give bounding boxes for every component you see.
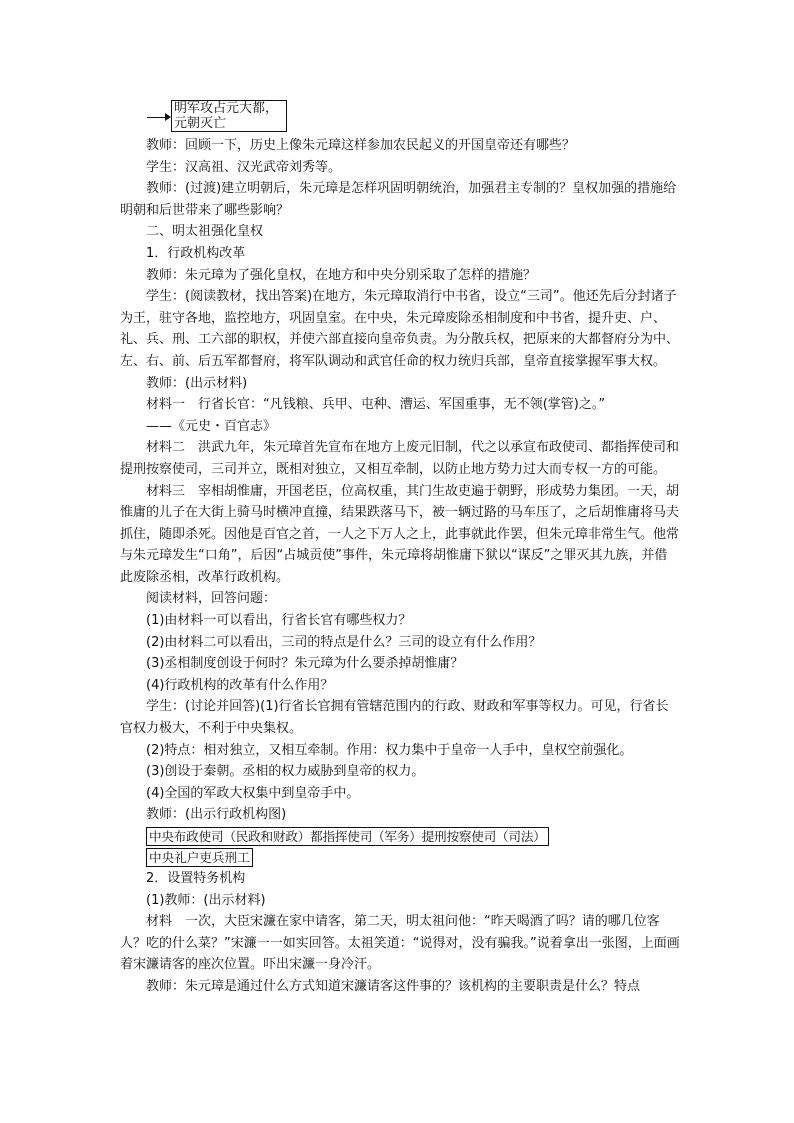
paragraph: 学生：汉高祖、汉光武帝刘秀等。 bbox=[146, 159, 342, 175]
answer-item: (3)创设于秦朝。丞相的权力威胁到皇帝的权力。 bbox=[146, 764, 425, 780]
answer-item: (4)全国的军政大权集中到皇帝手中。 bbox=[146, 785, 360, 801]
material-quote: 材料一 行省长官：“凡钱粮、兵甲、屯种、漕运、军国重事，无不领(掌管)之。” bbox=[146, 397, 606, 413]
paragraph: 阅读材料，回答问题： bbox=[146, 591, 277, 607]
question-item: (1)由材料一可以看出，行省长官有哪些权力？ bbox=[146, 613, 412, 629]
material-quote: 材料二 洪武九年，朱元璋首先宣布在地方上废元旧制，代之以承宣布政使司、都指挥使司和提刑按察使司，三司并立，既相对独立，又相互牵制，以防止地方势力过大而专权一方的可能。 bbox=[120, 440, 680, 477]
paragraph: 教师：(出示材料) bbox=[146, 375, 248, 391]
paragraph: 教师：(过渡)建立明朝后，朱元璋是怎样巩固明朝统治，加强君主专制的？皇权加强的措施给明朝和后世带来了哪些影响？ bbox=[120, 181, 677, 218]
material-quote: 材料 一次，大臣宋濂在家中请客，第二天，明太祖问他：“昨天喝酒了吗？请的哪几位客人？吃的什么菜？”宋濂一一如实回答。太祖笑道：“说得对，没有骗我。”说着拿出一张图，上面画着宋濂请客的座次位置。吓出宋濂一身冷汗。 bbox=[120, 914, 680, 973]
paragraph: 教师：朱元璋是通过什么方式知道宋濂请客这件事的？该机构的主要职责是什么？特点 bbox=[146, 978, 641, 994]
paragraph: 教师：朱元璋为了强化皇权，在地方和中央分别采取了怎样的措施？ bbox=[146, 267, 537, 283]
document-body bbox=[120, 100, 680, 998]
answer-item: (2)特点：相对独立，又相互牵制。作用：权力集中于皇帝一人手中，皇权空前强化。 bbox=[146, 742, 633, 758]
answer-item: 学生：(讨论并回答)(1)行省长官拥有管辖范围内的行政、财政和军事等权力。可见，行省长官权力极大，不利于中央集权。 bbox=[120, 699, 669, 737]
paragraph: 学生：(阅读教材，找出答案)在地方，朱元璋取消行中书省，设立“三司”。他还先后分封诸子为王，驻守各地，监控地方，巩固皇室。在中央，朱元璋废除丞相制度和中书省，提升吏、户、礼、兵、刑、工六部的职权，并使六部直接向皇帝负责。为分散兵权，把原来的大都督府分为中、左、右、前、后五军都督府，将军队调动和武官任命的权力统归兵部，皇帝直接掌握军事大权。 bbox=[120, 289, 680, 369]
question-item: (4)行政机构的改革有什么作用？ bbox=[146, 677, 334, 693]
diagram-box-local: 中央布政使司（民政和财政）都指挥使司（军务）提刑按察使司（司法） bbox=[146, 827, 549, 846]
material-quote: 材料三 宰相胡惟庸，开国老臣，位高权重，其门生故吏遍于朝野，形成势力集团。一天，胡惟庸的儿子在大街上骑马时横冲直撞，结果跌落马下，被一辆过路的马车压了，之后胡惟庸将马夫抓住，随即杀死。因他是百官之首，一人之下万人之上，此事就此作罢，但朱元璋非常生气。他常与朱元璋发生“口角”，后因“占城贡使”事件，朱元璋将胡惟庸下狱以“谋反”之罪灭其九族，并借此废除丞相，改革行政机构。 bbox=[120, 483, 680, 585]
subsection-heading: 2．设置特务机构 bbox=[146, 871, 246, 886]
arrow-right-icon bbox=[147, 110, 171, 124]
diagram-row bbox=[146, 848, 680, 868]
material-source: ——《元史・百官志》 bbox=[146, 418, 277, 434]
paragraph: 教师：回顾一下，历史上像朱元璋这样参加农民起义的开国皇帝还有哪些？ bbox=[146, 138, 576, 153]
flow-diagram-fragment bbox=[120, 100, 680, 131]
flow-box bbox=[171, 100, 287, 132]
paragraph: (1)教师：(出示材料) bbox=[146, 892, 266, 908]
flow-box-bottom: 元朝灭亡 bbox=[174, 116, 227, 131]
paragraph: 教师：(出示行政机构图) bbox=[146, 807, 287, 823]
question-item: (2)由材料二可以看出，三司的特点是什么？三司的设立有什么作用？ bbox=[146, 634, 542, 650]
question-item: (3)丞相制度创设于何时？朱元璋为什么要杀掉胡惟庸？ bbox=[146, 656, 464, 672]
diagram-row bbox=[146, 827, 680, 847]
section-heading: 二、明太祖强化皇权 bbox=[146, 224, 264, 240]
subsection-heading: 1．行政机构改革 bbox=[146, 245, 246, 261]
flow-box-top: 明军攻占元大都， bbox=[174, 101, 279, 116]
diagram-box-central: 中央礼户吏兵刑工 bbox=[146, 848, 253, 867]
